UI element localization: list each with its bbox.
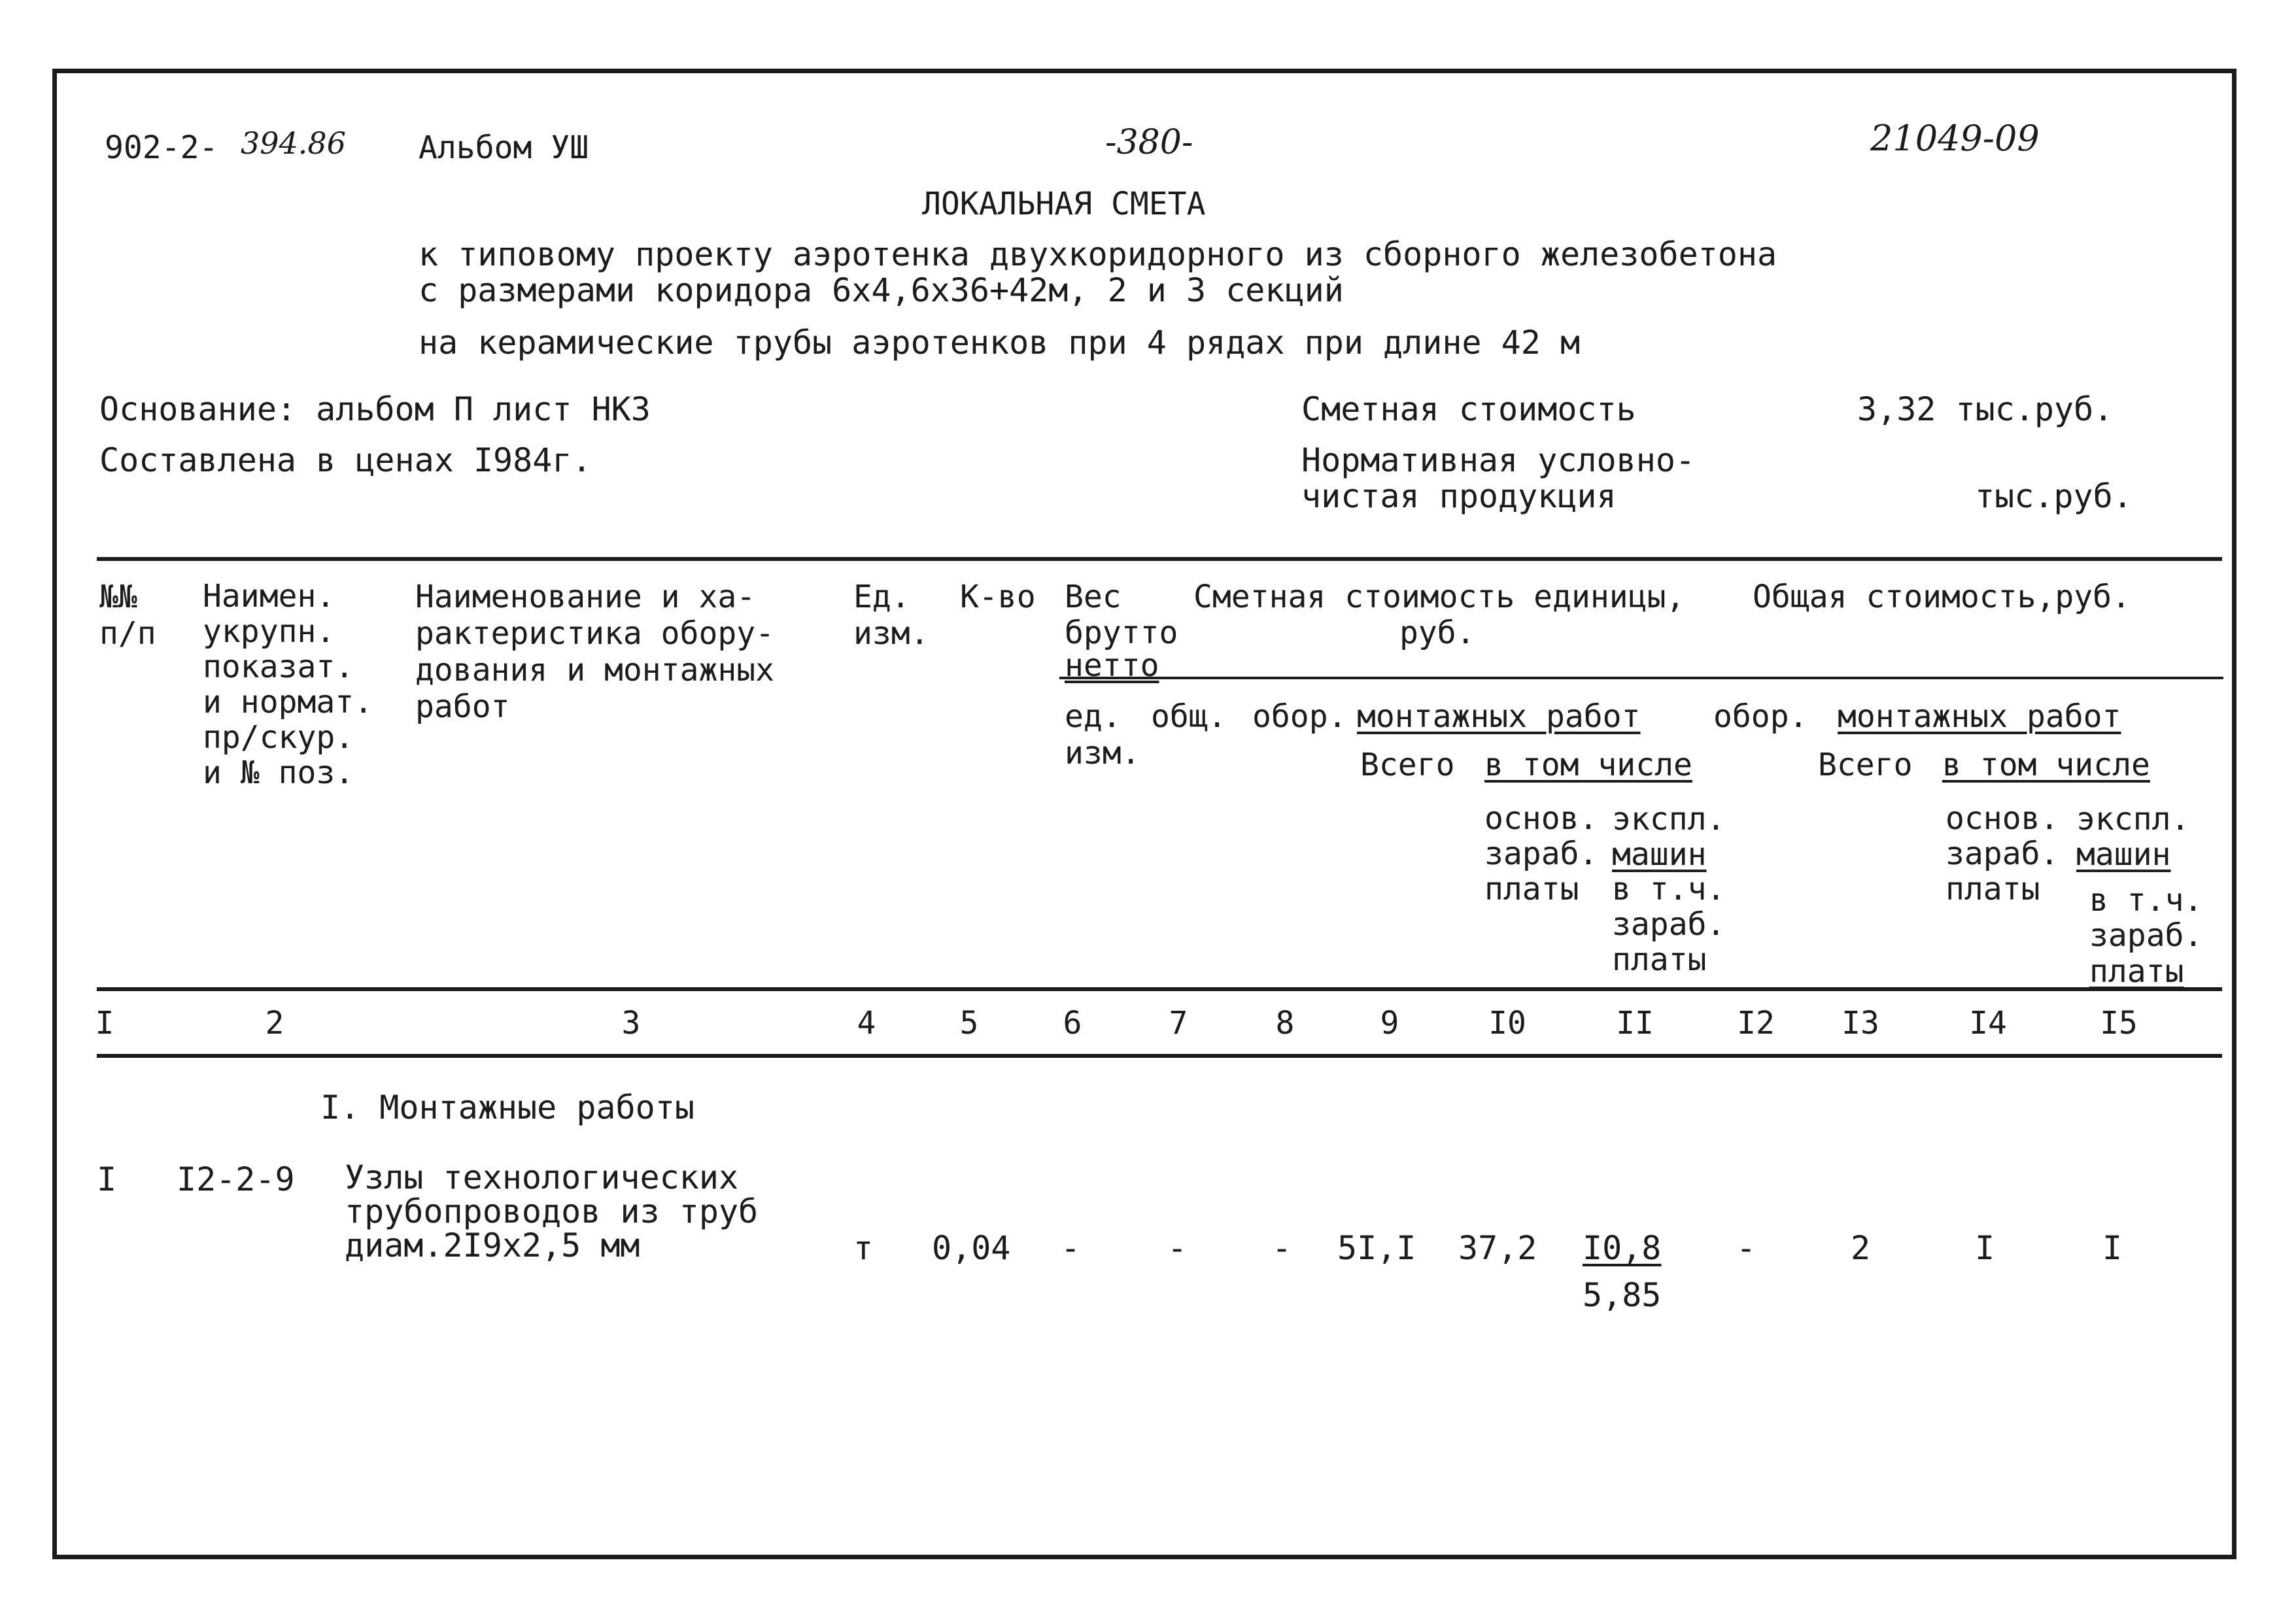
- col-number: 2: [265, 1005, 284, 1041]
- header-installation: монтажных работ: [1357, 698, 1641, 735]
- col-number: 9: [1380, 1005, 1399, 1041]
- header-equipment: обор.: [1252, 698, 1347, 735]
- header-v-tom-chisle: в том числе: [1484, 747, 1692, 783]
- row-code: I2-2-9: [177, 1160, 295, 1198]
- header-netto: нетто: [1065, 647, 1159, 684]
- header-incl-wages: в т.ч. зараб. платы: [1612, 871, 1726, 978]
- header-obsch: общ.: [1151, 698, 1227, 735]
- header-vsego: Всего: [1360, 747, 1455, 783]
- col-number: 7: [1169, 1005, 1188, 1041]
- normative-label-1: Нормативная условно-: [1301, 441, 1696, 479]
- header-weight: Вес: [1065, 579, 1122, 615]
- project-code-handwritten: 394.86: [241, 126, 346, 161]
- header-rule-netto: [1059, 677, 2223, 679]
- col-number: I2: [1737, 1005, 1775, 1041]
- header-incl-wages-total: в т.ч. зараб.: [2089, 882, 2203, 954]
- table-top-rule: [97, 557, 2222, 561]
- row-number: I: [97, 1160, 117, 1198]
- col-number: I4: [1969, 1005, 2007, 1041]
- row-base-wages-total: I: [1975, 1229, 1995, 1267]
- col-numbers-rule: [97, 1054, 2222, 1058]
- header-machines: машин: [1612, 836, 1707, 873]
- col-number: 8: [1275, 1005, 1295, 1041]
- row-equipment-total: -: [1736, 1229, 1756, 1267]
- estimated-cost-value: 3,32 тыс.руб.: [1857, 390, 2114, 428]
- col-number: 3: [621, 1005, 641, 1041]
- col-number: I: [95, 1005, 114, 1041]
- row-weight-total: -: [1167, 1229, 1188, 1267]
- row-weight-unit: -: [1061, 1229, 1081, 1267]
- col-number: 4: [857, 1005, 876, 1041]
- header-v-tom-chisle-total: в том числе: [1942, 747, 2150, 783]
- col-number: I5: [2100, 1005, 2138, 1041]
- normative-label-2: чистая продукция: [1301, 477, 1617, 515]
- header-col-4: Ед. изм.: [853, 579, 929, 652]
- album-label: Альбом УШ: [419, 129, 589, 166]
- header-total-cost: Общая стоимость,руб.: [1753, 579, 2131, 615]
- subtitle-line-1: к типовому проекту аэротенка двухкоридорного из сборного железобетона: [419, 235, 1777, 273]
- header-machines-total: машин: [2076, 836, 2171, 873]
- project-code: 902-2-: [105, 129, 218, 166]
- header-vsego-total: Всего: [1818, 747, 1913, 783]
- estimated-cost-label: Сметная стоимость: [1301, 390, 1636, 428]
- price-year: Составлена в ценах I984г.: [99, 441, 592, 479]
- header-installation-total: монтажных работ: [1838, 698, 2121, 735]
- header-col-5: К-во: [960, 579, 1036, 615]
- subtitle-line-2: с размерами коридора 6х4,6х36+42м, 2 и 3 секций: [419, 271, 1344, 309]
- header-unit-izm: ед. изм.: [1065, 698, 1140, 771]
- normative-unit: тыс.руб.: [1975, 477, 2133, 515]
- header-bottom-rule: [97, 987, 2222, 991]
- row-installation-unit: 5I,I: [1337, 1229, 1416, 1267]
- header-wages-total: платы: [2089, 953, 2184, 990]
- row-qty: 0,04: [932, 1229, 1011, 1267]
- col-number: 6: [1063, 1005, 1082, 1041]
- col-number: 5: [959, 1005, 979, 1041]
- doc-title: ЛОКАЛЬНАЯ СМЕТА: [922, 186, 1206, 222]
- header-col-2: Наимен. укрупн. показат. и нормат. пр/скур. и № поз.: [203, 578, 373, 791]
- header-machine-op: экспл.: [1612, 801, 1726, 837]
- header-equipment-total: обор.: [1713, 698, 1808, 735]
- header-base-wages-total: основ. зараб. платы: [1945, 800, 2059, 907]
- col-number: I0: [1488, 1005, 1526, 1041]
- header-col-3: Наименование и ха- рактеристика обору- дования и монтажных работ: [415, 579, 775, 725]
- row-machine-op: I0,8: [1583, 1229, 1662, 1267]
- document-number: 21049-09: [1870, 118, 2040, 159]
- header-base-wages: основ. зараб. платы: [1484, 800, 1598, 907]
- row-equipment-unit: -: [1272, 1229, 1292, 1267]
- row-installation-total: 2: [1851, 1229, 1871, 1267]
- row-machine-wages: 5,85: [1583, 1276, 1662, 1314]
- basis: Основание: альбом П лист НКЗ: [99, 390, 651, 428]
- header-unit-cost-rub: руб.: [1399, 615, 1475, 651]
- header-brutto: брутто: [1065, 615, 1178, 651]
- section-title: I. Монтажные работы: [320, 1089, 694, 1126]
- row-name: Узлы технологических трубопроводов из труб диам.2I9х2,5 мм: [345, 1159, 759, 1264]
- row-unit: т: [853, 1229, 874, 1267]
- header-machine-op-total: экспл.: [2076, 801, 2190, 837]
- subtitle-line-3: на керамические трубы аэротенков при 4 рядах при длине 42 м: [419, 324, 1581, 362]
- page-number: -380-: [1105, 123, 1193, 162]
- row-machine-op-total: I: [2102, 1229, 2123, 1267]
- col-number: II: [1616, 1005, 1654, 1041]
- header-col-1: №№ п/п: [99, 579, 156, 652]
- col-number: I3: [1842, 1005, 1879, 1041]
- row-base-wages: 37,2: [1458, 1229, 1537, 1267]
- header-unit-cost: Сметная стоимость единицы,: [1193, 579, 1685, 615]
